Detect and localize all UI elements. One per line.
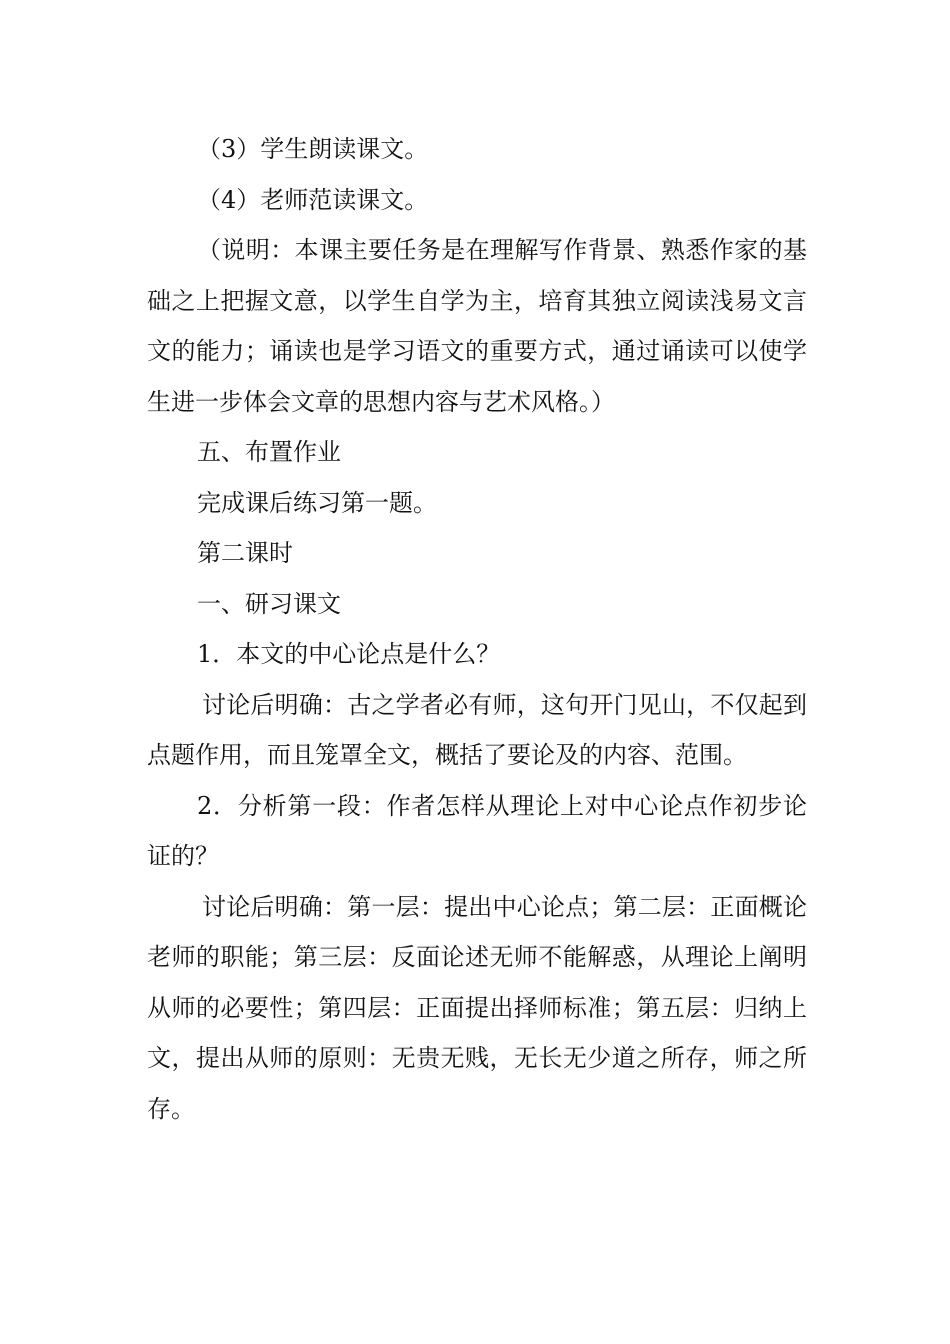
answer-1: 讨论后明确：古之学者必有师，这句开门见山，不仅起到点题作用，而且笼罩全文，概括了要论及的内容、范围。 [147, 690, 807, 769]
heading-study-text: 一、研习课文 [197, 589, 341, 618]
question-1: 1．本文的中心论点是什么？ [197, 640, 501, 668]
paragraph-note: （说明：本课主要任务是在理解写作背景、熟悉作家的基础之上把握文意，以学生自学为主，培育其独立阅读浅易文言文的能力；诵读也是学习语文的重要方式，通过诵读可以使学生进一步体会文章的思想内容与艺术风格。） [147, 236, 807, 416]
document-body [147, 124, 807, 1134]
heading-homework: 五、布置作业 [197, 438, 341, 466]
question-2: 2．分析第一段：作者怎样从理论上对中心论点作初步论证的？ [147, 791, 807, 870]
paragraph-step-3: （3）学生朗读课文。 [197, 135, 429, 163]
heading-second-lesson: 第二课时 [197, 539, 293, 567]
answer-2: 讨论后明确：第一层：提出中心论点；第二层：正面概论老师的职能；第三层：反面论述无师不能解惑，从理论上阐明从师的必要性；第四层：正面提出择师标准；第五层：归纳上文，提出从师的原则：无贵无贱，无长无少道之所存，师之所存。 [147, 892, 807, 1123]
paragraph-homework: 完成课后练习第一题。 [197, 488, 437, 517]
paragraph-step-4: （4）老师范读课文。 [197, 185, 429, 214]
